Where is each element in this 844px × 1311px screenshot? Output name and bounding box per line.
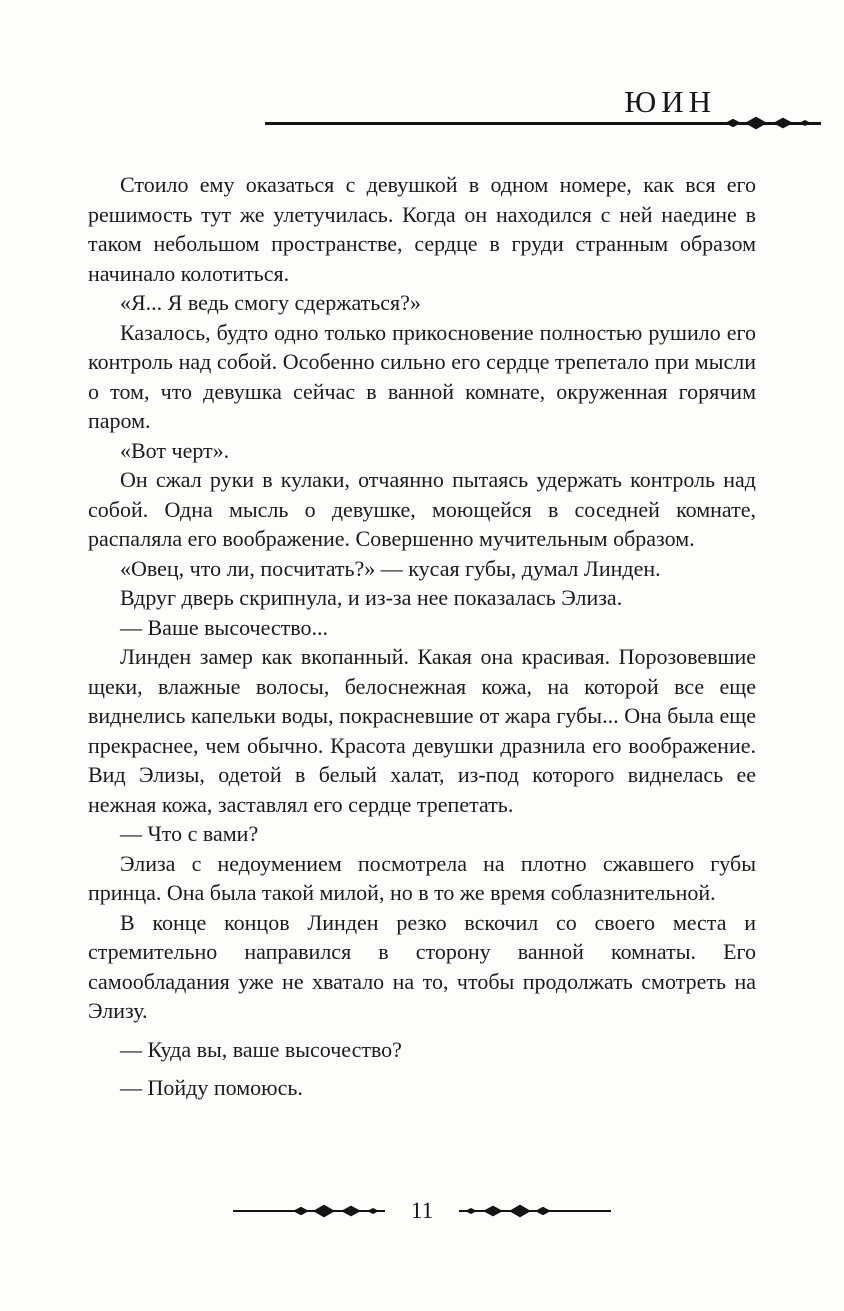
dialogue-line: — Что с вами? bbox=[120, 821, 259, 846]
page-number: 11 bbox=[410, 1198, 434, 1223]
dialogue-line: — Куда вы, ваше высочество? bbox=[120, 1036, 402, 1062]
dialogue-line: — Ваше высочество... bbox=[120, 614, 329, 640]
body-text bbox=[88, 170, 756, 1103]
diamond-ornament-icon bbox=[719, 114, 815, 132]
header-rule bbox=[265, 122, 821, 125]
page-footer bbox=[0, 1198, 844, 1224]
paragraph: В конце концов Линден резко вскочил со своего места и стремительно направился в сторону ванной комнаты. Его самообладания уже не хватало на то, чтобы продолжать смотреть на Элизу. bbox=[88, 909, 756, 1023]
dialogue-line: — Пойду помоюсь. bbox=[120, 1075, 303, 1100]
paragraph: Вдруг дверь скрипнула, и из-за нее показалась Элиза. bbox=[120, 585, 623, 610]
paragraph: «Вот черт». bbox=[120, 437, 230, 463]
diamond-ornament-icon bbox=[459, 1202, 559, 1220]
paragraph: «Я... Я ведь смогу сдержаться?» bbox=[120, 290, 421, 315]
paragraph: Он сжал руки в кулаки, отчаянно пытаясь удержать контроль над собой. Одна мысль о девушке, моющейся в соседней комнате, распаляла его воображение. Совершенно мучительным образом. bbox=[88, 467, 756, 551]
footer-rule-right bbox=[559, 1210, 611, 1212]
footer-rule-left bbox=[233, 1210, 285, 1212]
paragraph: Линден замер как вкопанный. Какая она красивая. Порозовевшие щеки, влажные волосы, белоснежная кожа, на которой все еще виднелись капельки воды, покрасневшие от жара губы... Она была еще прекраснее, чем обычно. Красота девушки дразнила его воображение. Вид Элизы, одетой в белый халат, из-под которого виднелась ее нежная кожа, заставлял его сердце трепетать. bbox=[88, 644, 756, 817]
paragraph: Стоило ему оказаться с девушкой в одном номере, как вся его решимость тут же улетучилась. Когда он находился с ней наедине в таком небольшом пространстве, сердце в груди странным образом начинало колотиться. bbox=[88, 172, 756, 286]
running-head-title: ЮИН bbox=[624, 84, 716, 119]
diamond-ornament-icon bbox=[285, 1202, 385, 1220]
paragraph: Казалось, будто одно только прикосновение полностью рушило его контроль над собой. Особенно сильно его сердце трепетало при мысли о том, что девушка сейчас в ванной комнате, окруженная горячим паром. bbox=[88, 319, 756, 433]
paragraph: Элиза с недоумением посмотрела на плотно сжавшего губы принца. Она была такой милой, но в то же время соблазнительной. bbox=[88, 850, 756, 905]
paragraph: «Овец, что ли, посчитать?» — кусая губы, думал Линден. bbox=[120, 555, 661, 581]
